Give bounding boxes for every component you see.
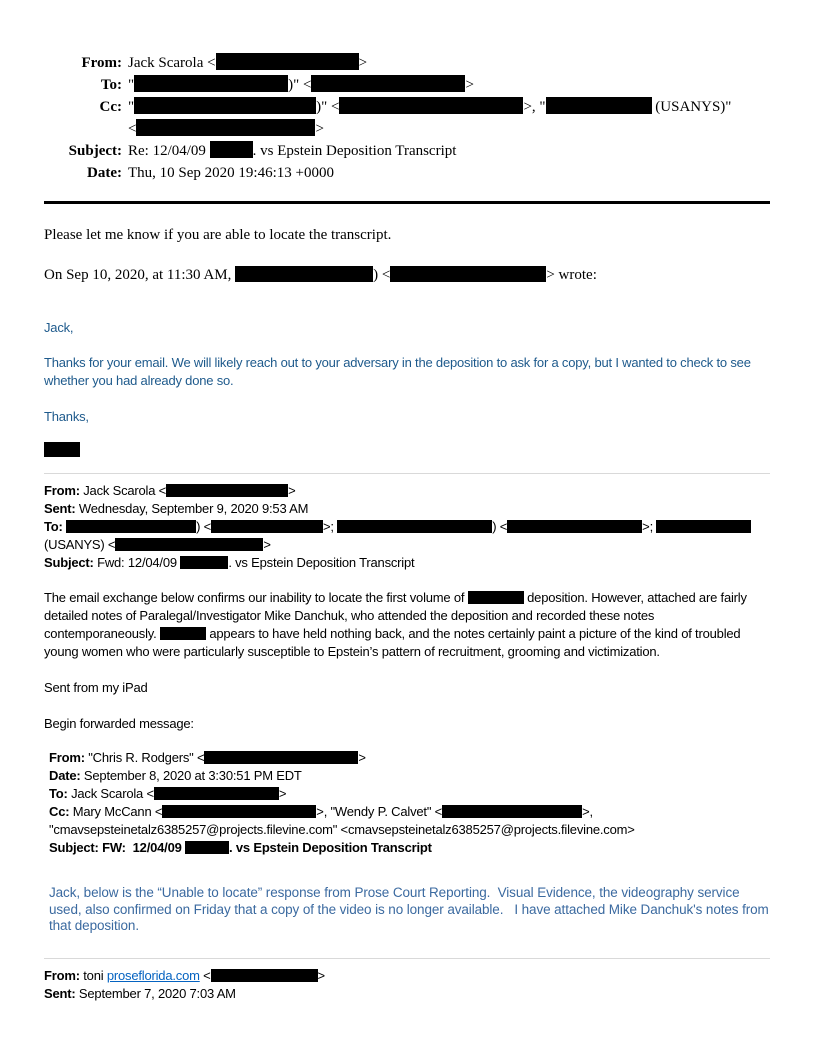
header-row-date [44, 162, 770, 184]
redaction-box [546, 97, 652, 114]
quote-attribution-line [44, 265, 770, 285]
redaction-box [211, 969, 318, 982]
header-row-subject [44, 554, 770, 572]
redaction-box [339, 97, 523, 114]
header-row-from [44, 967, 770, 985]
header-row-date [49, 767, 770, 785]
text-segment: > [358, 750, 366, 765]
text-segment: " [128, 99, 135, 115]
text-segment: > [278, 786, 287, 801]
text-segment: appears to have held nothing back, and the notes certainly paint a picture of the kind of troubled young women who were particularly susceptible to Epstein’s pattern of recruitment, grooming and victimization. [44, 626, 744, 659]
text-segment: > wrote: [546, 267, 597, 283]
field-label: Subject: [44, 555, 94, 570]
text-segment: September 8, 2020 at 3:30:51 PM EDT [80, 768, 302, 783]
text-segment: ) < [492, 519, 508, 534]
text-segment: >, " [523, 99, 546, 115]
field-value [85, 750, 366, 765]
redaction-box [337, 520, 492, 533]
text-segment: Jack Scarola < [67, 786, 154, 801]
field-label: Subject: [68, 143, 122, 159]
redaction-box [115, 538, 263, 551]
email4-header [44, 967, 770, 1003]
field-value [68, 786, 287, 801]
text-segment: The email exchange below confirms our inability to locate the first volume of [44, 590, 468, 605]
field-label: From: [49, 750, 85, 765]
field-value [81, 768, 302, 783]
section-divider [44, 473, 770, 474]
field-value [76, 501, 309, 516]
text-segment: deposition. However, attached are fairly detailed notes of Paralegal/Investigator Mike Danchuk, who attended the deposition and recorded these notes contemporaneously. [44, 590, 751, 641]
redaction-box [185, 841, 229, 854]
email-link[interactable]: proseflorida.com [106, 967, 200, 983]
text-segment: September 7, 2020 7:03 AM [75, 985, 236, 1001]
text-segment: "Chris R. Rodgers" < [84, 750, 205, 765]
field-label: Date: [87, 165, 122, 181]
email2-body [44, 589, 770, 661]
text-segment: > [288, 483, 296, 498]
text-segment: Thu, 10 Sep 2020 19:46:13 +0000 [128, 165, 334, 181]
text-segment: >, [582, 804, 593, 819]
text-segment: > [317, 967, 325, 983]
text-segment: >; [642, 519, 657, 534]
redaction-box [166, 484, 288, 497]
header-row-cc [44, 96, 770, 140]
text-segment: >; [323, 519, 338, 534]
header-row-subject [44, 140, 770, 162]
header-row-from [44, 482, 770, 500]
reply-body: Thanks for your email. We will likely reach out to your adversary in the deposition to ask for a copy, but I wanted to check to see whether you had already done so. [44, 355, 755, 388]
field-value [128, 96, 731, 140]
text-segment: > [465, 77, 474, 93]
redaction-box [216, 53, 359, 70]
text-segment: Wednesday, September 9, 2020 9:53 AM [75, 501, 309, 516]
redaction-box [154, 787, 279, 800]
redaction-box [162, 805, 316, 818]
reply-greeting: Jack, [44, 320, 74, 335]
text-segment: ) < [373, 267, 391, 283]
text-segment: . vs Epstein Deposition Transcript [228, 555, 415, 570]
field-value [128, 74, 474, 96]
text-segment: toni [79, 967, 107, 983]
field-label: From: [44, 967, 80, 983]
forwarded-note: Jack, below is the “Unable to locate” response from Prose Court Reporting. Visual Evidence, the videography service used, also confirmed on Friday that a copy of the video is no longer available. I have attached Mike Danchuk's notes from that deposition. [49, 885, 773, 933]
text-segment: Jack Scarola < [79, 483, 167, 498]
field-value [80, 483, 296, 498]
text-segment: < [199, 967, 211, 983]
field-label: Cc: [99, 99, 122, 115]
redaction-box [160, 627, 206, 640]
field-label: From: [81, 55, 122, 71]
field-label: To: [49, 786, 68, 801]
redaction-box [468, 591, 524, 604]
header-row-from [44, 52, 770, 74]
field-label: From: [44, 483, 80, 498]
field-value [128, 140, 456, 162]
redaction-box [442, 805, 582, 818]
field-label: Cc: [49, 804, 70, 819]
header-divider [44, 201, 770, 204]
header-row-from [49, 749, 770, 767]
sent-from-line: Sent from my iPad [44, 680, 148, 695]
redaction-box [235, 266, 373, 282]
text-segment: < [128, 121, 137, 137]
field-value [80, 968, 325, 983]
text-segment: On Sep 10, 2020, at 11:30 AM, [44, 267, 236, 283]
text-segment: ) < [196, 519, 212, 534]
reply-closing: Thanks, [44, 409, 89, 424]
redaction-box [180, 556, 228, 569]
text-segment: )" < [316, 99, 340, 115]
text-segment: (USANYS)" [651, 99, 732, 115]
redaction-box [136, 119, 315, 136]
text-segment: . vs Epstein Deposition Transcript [229, 840, 432, 855]
text-segment: Re: 12/04/09 [128, 143, 210, 159]
header-row-sent [44, 985, 770, 1003]
forward-notice: Begin forwarded message: [44, 716, 194, 731]
signature-redaction-box [44, 442, 80, 457]
text-segment: . vs Epstein Deposition Transcript [252, 143, 457, 159]
text-segment: Mary McCann < [69, 804, 163, 819]
field-value [49, 804, 635, 837]
email3-header [44, 749, 770, 857]
header-row-sent [44, 500, 770, 518]
field-value [99, 840, 432, 855]
redaction-box [211, 520, 323, 533]
text-segment: "cmavsepsteinetalz6385257@projects.filevine.com" <cmavsepsteinetalz6385257@projects.filevine.com> [49, 822, 635, 837]
text-segment: " [128, 77, 135, 93]
field-label: Sent: [44, 501, 76, 516]
text-segment: )" < [288, 77, 312, 93]
text-segment: Jack Scarola < [128, 55, 216, 71]
redaction-box [210, 141, 253, 158]
field-value [76, 986, 236, 1001]
section-divider-2 [44, 958, 770, 959]
redaction-box [204, 751, 358, 764]
redaction-box [656, 520, 751, 533]
field-value [94, 555, 415, 570]
email1-header [44, 52, 770, 184]
redaction-box [390, 266, 546, 282]
header-row-to [49, 785, 770, 803]
field-label: Date: [49, 768, 81, 783]
text-segment: >, "Wendy P. Calvet" < [316, 804, 443, 819]
field-value [128, 52, 367, 74]
redaction-box [311, 75, 465, 92]
field-value [128, 162, 334, 184]
redaction-box [134, 97, 316, 114]
field-label: Subject: [49, 840, 99, 855]
field-label: To: [100, 77, 122, 93]
header-row-subject [49, 839, 770, 857]
text-segment: FW: 12/04/09 [98, 840, 186, 855]
text-segment: > [358, 55, 368, 71]
field-label: Sent: [44, 985, 76, 1001]
intro-line: Please let me know if you are able to locate the transcript. [44, 227, 392, 243]
header-row-to [44, 74, 770, 96]
email2-header [44, 482, 770, 572]
text-segment: (USANYS) < [44, 537, 116, 552]
redaction-box [66, 520, 196, 533]
text-segment: Fwd: 12/04/09 [93, 555, 181, 570]
redaction-box [134, 75, 288, 92]
header-row-cc [49, 803, 770, 839]
text-segment: > [315, 121, 324, 137]
field-label: To: [44, 519, 63, 534]
redaction-box [507, 520, 642, 533]
header-row-to [44, 518, 770, 554]
field-value [44, 519, 751, 552]
text-segment: > [263, 537, 271, 552]
